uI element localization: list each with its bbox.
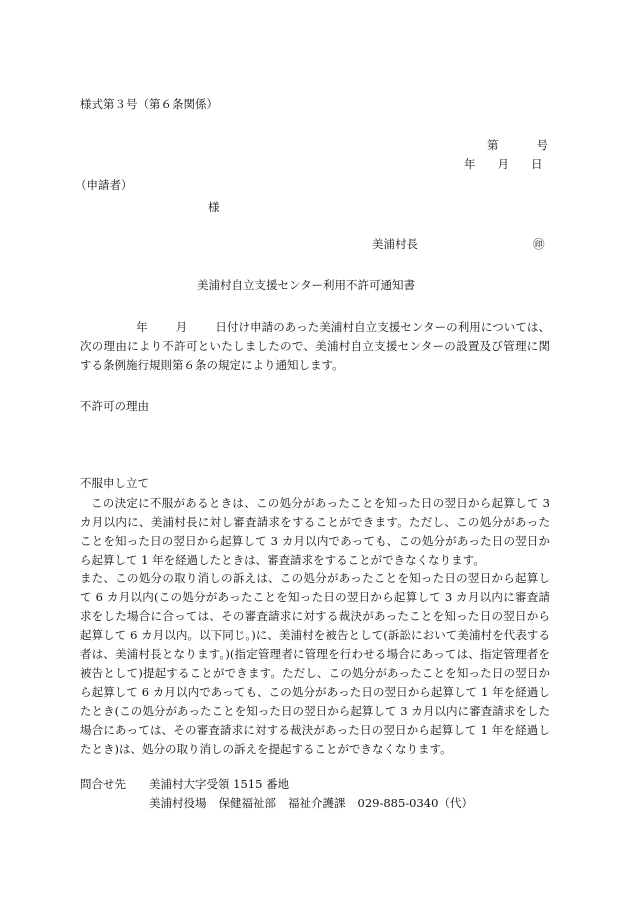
intro-paragraph [80,318,550,375]
contact-label: 問合せ先 [80,777,126,791]
reason-label: 不許可の理由 [80,399,149,413]
intro-text: 日付け申請のあった美浦村自立支援センターの利用については、次の理由により不許可といたしましたので、美浦村自立支援センターの設置及び管理に関する条例施行規則第６条の規定により通知します。 [80,320,550,372]
seal-mark: ㊞ [533,237,545,251]
contact-phone: 029-885-0340（代） [357,796,473,810]
form-title: 様式第３号（第６条関係） [80,97,218,111]
sender-name: 美浦村長 [372,237,418,251]
date-year: 年 [464,157,476,171]
contact-address: 美浦村大字受領 1515 番地 [149,777,290,791]
contact-department: 保健福祉部 [218,796,276,810]
appeal-label: 不服申し立て [80,476,149,490]
date-month: 月 [497,157,509,171]
intro-month: 月 [175,320,188,334]
intro-year: 年 [136,320,148,334]
applicant-label: （申請者） [75,178,133,192]
number-dai: 第 [487,138,499,152]
document-date [464,157,543,172]
appeal-paragraph-2: また、この処分の取り消しの訴えは、この処分があったことを知った日の翌日から起算して 6 カ月以内(この処分があったことを知った日の翌日から起算して 3 カ月以内に審査請求をした場合に合っては、その審査請求に対する裁決があったことを知った日の翌日から起算して 6 カ月以内。以下同じ。)に、美浦村を被告として(訴訟において美浦村を代表する者は、美浦村長となります。)(指定管理者に管理を行わせる場合にあっては、指定管理者を被告として)提起することができます。ただし、この処分があったことを知った日の翌日から起算して 6 カ月以内であっても、この処分があった日の翌日から起算して 1 年を経過したとき(この処分があったことを知った日の翌日から起算して 3 カ月以内に審査請求をした場合にあっては、その審査請求に対する裁決があった日の翌日から起算して 1 年を経過したとき)は、処分の取り消しの訴えを提起することができなくなります。 [80,571,550,756]
contact-office-name: 美浦村役場 [149,796,207,810]
appeal-paragraph-1: この決定に不服があるときは、この処分があったことを知った日の翌日から起算して 3 カ月以内に、美浦村長に対し審査請求をすることができます。ただし、この処分があったことを知った日の翌日から起算して 3 カ月以内であっても、この処分があった日の翌日から起算して 1 年を経過したときは、審査請求をすることができなくなります。 [80,496,550,567]
date-day: 日 [531,157,543,171]
document-title: 美浦村自立支援センター利用不許可通知書 [197,278,416,292]
document-number [487,138,548,153]
recipient-honorific: 様 [208,200,220,214]
number-go: 号 [536,138,548,152]
contact-office [149,796,485,811]
contact-section: 福祉介護課 [288,796,346,810]
